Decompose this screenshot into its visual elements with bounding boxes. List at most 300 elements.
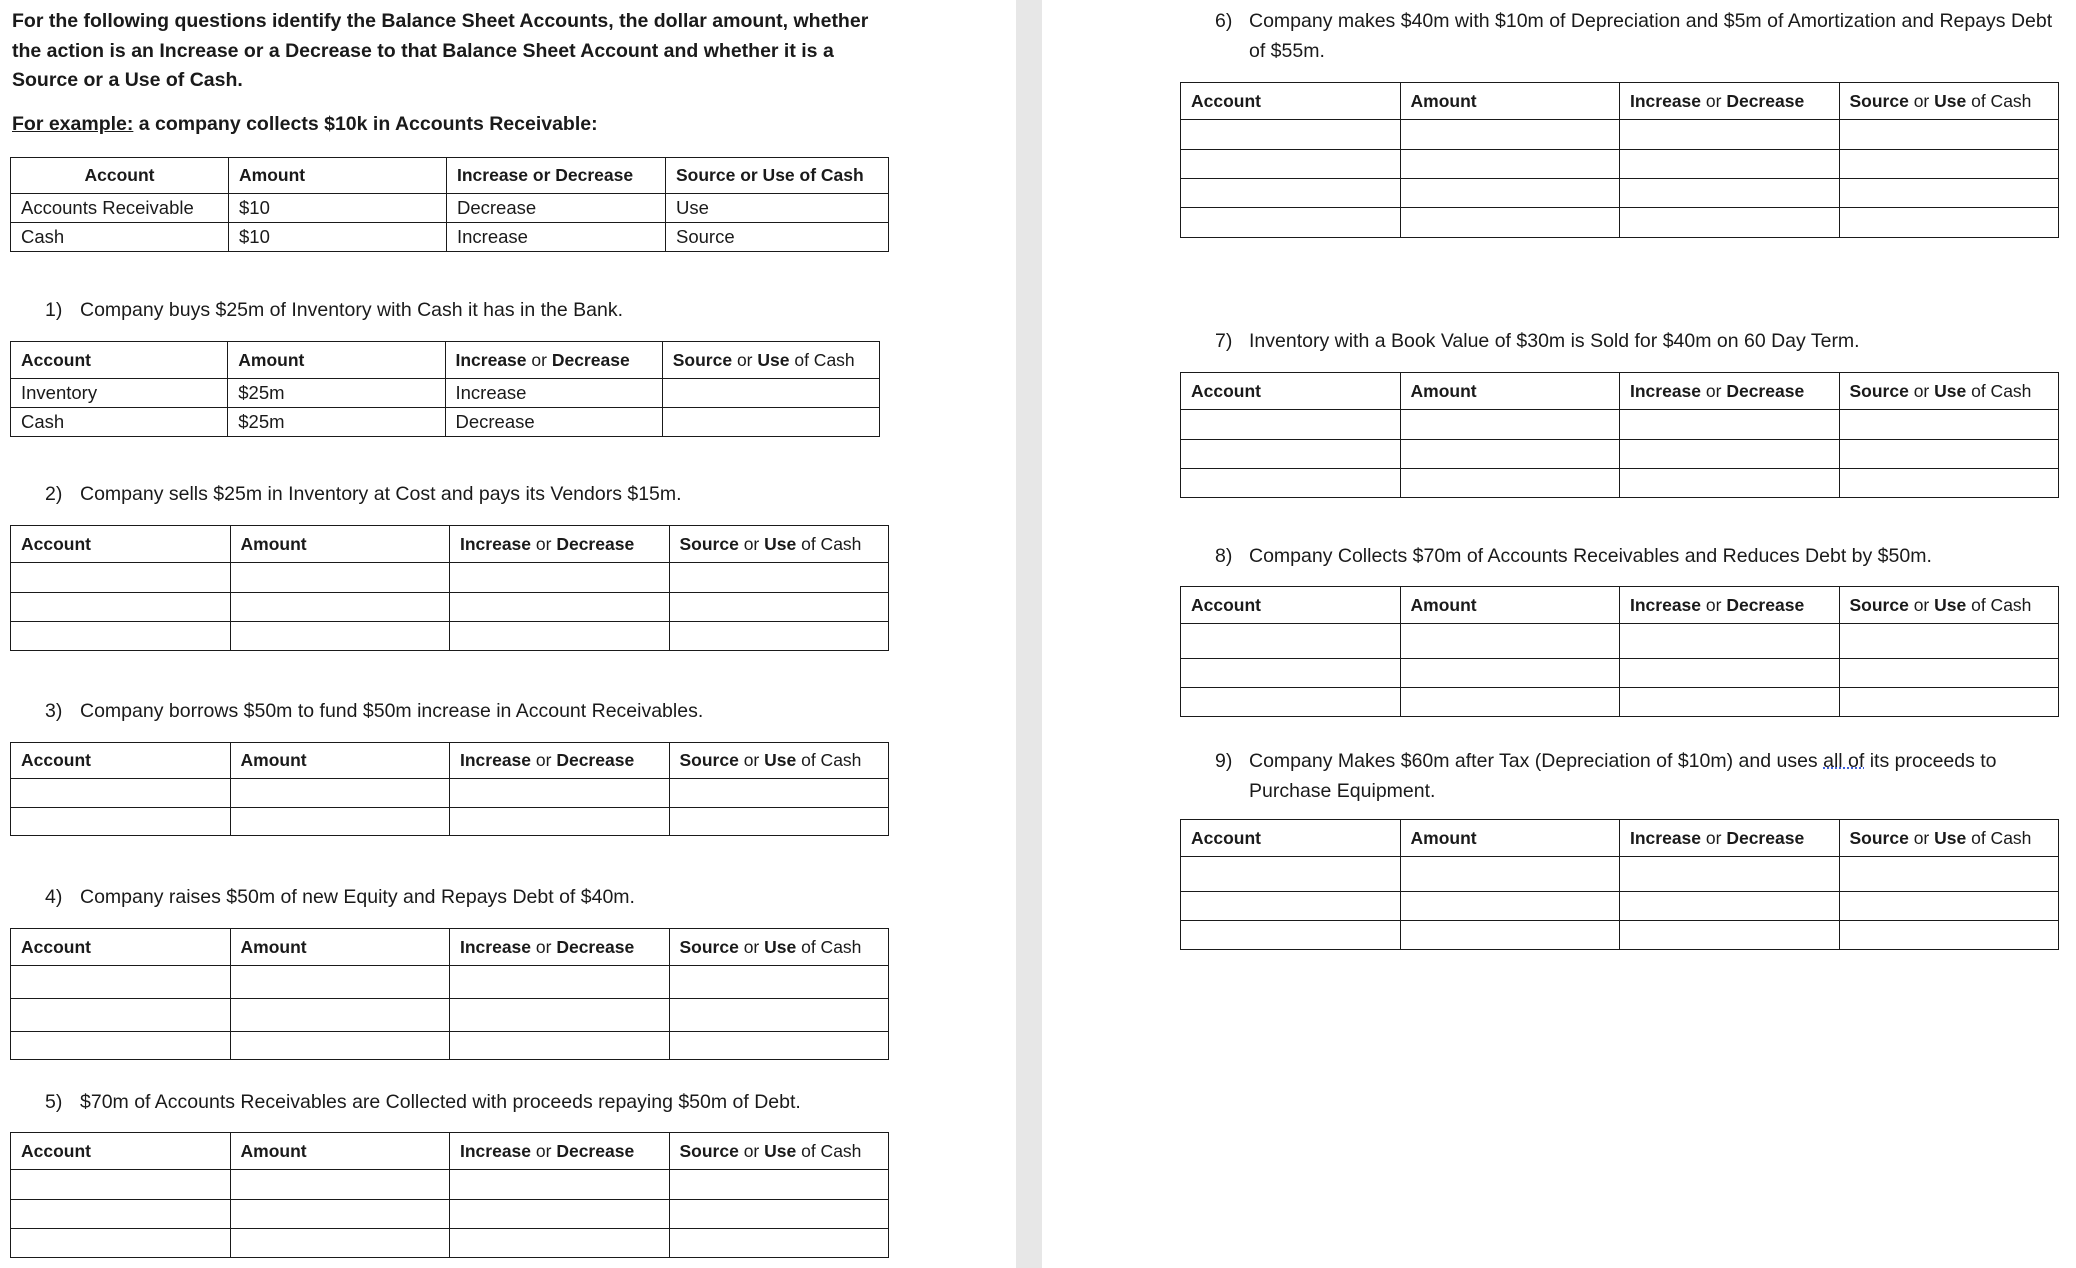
table-row: [1181, 410, 2059, 440]
table-cell[interactable]: [1839, 892, 2059, 921]
header-increase-decrease: [1620, 820, 1840, 857]
table-cell[interactable]: [1400, 659, 1620, 688]
header-label: Source: [1849, 380, 1909, 401]
question-number: 9): [1215, 750, 1233, 772]
table-row: [1181, 659, 2059, 688]
header-label: Use: [757, 349, 790, 370]
header-label: of Cash: [796, 533, 862, 554]
table-cell: Decrease: [447, 194, 666, 223]
header-label: or: [1701, 90, 1727, 111]
header-label: Decrease: [556, 1140, 635, 1161]
table-cell[interactable]: [11, 1170, 231, 1200]
header-account: Account: [11, 158, 229, 194]
header-amount: [230, 1133, 450, 1170]
table-cell[interactable]: [1181, 659, 1401, 688]
table-cell[interactable]: [1839, 688, 2059, 717]
table-cell[interactable]: [450, 1229, 670, 1258]
table-cell[interactable]: [1181, 410, 1401, 440]
header-label: or: [738, 936, 765, 957]
header-label: Amount: [1410, 380, 1477, 401]
header-label: Account: [21, 936, 91, 957]
header-source-use: [669, 743, 889, 779]
table-cell[interactable]: [669, 1229, 889, 1258]
table-cell[interactable]: [230, 1200, 450, 1229]
table-cell[interactable]: [11, 1032, 231, 1060]
header-account: [11, 743, 231, 779]
example-lead: For example:: [12, 113, 134, 135]
table-cell[interactable]: [1839, 120, 2059, 150]
table-cell[interactable]: [230, 999, 450, 1032]
header-label: Use: [764, 533, 797, 554]
header-label: Use: [1934, 827, 1967, 848]
header-amount: [1400, 83, 1620, 120]
question-6: [1215, 7, 2060, 66]
question-number: 1): [45, 299, 63, 321]
table-cell[interactable]: [11, 622, 231, 651]
header-account: [1181, 820, 1401, 857]
header-label: Account: [21, 349, 91, 370]
table-cell[interactable]: [1400, 120, 1620, 150]
table-cell[interactable]: $25m: [228, 408, 445, 437]
table-cell: Cash: [11, 223, 229, 252]
table-row: [11, 1200, 889, 1229]
table-cell[interactable]: [1181, 892, 1401, 921]
table-cell[interactable]: [11, 563, 231, 593]
table-row: [1181, 179, 2059, 208]
header-label: or: [1908, 594, 1935, 615]
proofing-mark: all of: [1823, 750, 1865, 772]
table-cell[interactable]: [1400, 208, 1620, 238]
header-label: of Cash: [1966, 594, 2032, 615]
header-label: Decrease: [1726, 380, 1805, 401]
table-cell[interactable]: [230, 1170, 450, 1200]
table-cell: Accounts Receivable: [11, 194, 229, 223]
question-text: Company makes $40m with $10m of Depreciation and $5m of Amortization and Repays Debt of $55m.: [1249, 10, 2053, 62]
example-text: a company collects $10k in Accounts Receivable:: [133, 113, 598, 135]
header-label: Decrease: [556, 533, 635, 554]
table-cell[interactable]: [1839, 410, 2059, 440]
table-cell[interactable]: [230, 808, 450, 836]
table-cell[interactable]: [11, 779, 231, 808]
table-cell[interactable]: [11, 999, 231, 1032]
table-cell[interactable]: [1620, 688, 1840, 717]
table-cell[interactable]: [450, 966, 670, 999]
table-cell[interactable]: [1181, 921, 1401, 950]
table-cell[interactable]: [662, 408, 879, 437]
table-cell[interactable]: [1839, 624, 2059, 659]
answer-table-6: [1180, 82, 2059, 238]
header-label: or: [531, 936, 557, 957]
table-cell[interactable]: [669, 999, 889, 1032]
question-number: 3): [45, 700, 63, 722]
question-number: 6): [1215, 10, 1233, 32]
example-table: [10, 157, 889, 252]
header-label: Decrease: [556, 750, 635, 770]
table-cell[interactable]: [1839, 208, 2059, 238]
table-cell[interactable]: Inventory: [11, 379, 228, 408]
table-cell[interactable]: [1839, 921, 2059, 950]
question-2: [45, 480, 945, 510]
header-source-use: [669, 929, 889, 966]
header-label: Source: [679, 533, 739, 554]
question-number: 2): [45, 483, 63, 505]
header-label: Amount: [240, 750, 307, 770]
question-text: [1215, 747, 2060, 806]
question-5: [45, 1088, 945, 1118]
table-cell[interactable]: [1181, 150, 1401, 179]
table-cell[interactable]: [669, 1032, 889, 1060]
table-row: [11, 1032, 889, 1060]
header-label: of Cash: [1966, 827, 2032, 848]
table-cell[interactable]: [11, 1229, 231, 1258]
question-8: [1215, 542, 2060, 572]
instructions-text: For the following questions identify the Balance Sheet Accounts, the dollar amount, whether the action is an Increase or a Decrease to that Balance Sheet Account and whether it is a Source or a Use of Cash.: [12, 10, 869, 91]
header-label: Increase: [460, 1140, 532, 1161]
table-cell[interactable]: [1400, 857, 1620, 892]
question-9: [1215, 747, 2060, 806]
table-row: [1181, 120, 2059, 150]
header-label: Source: [679, 1140, 739, 1161]
header-label: Use: [1934, 380, 1967, 401]
table-cell[interactable]: [1620, 921, 1840, 950]
header-source-use: [669, 526, 889, 563]
header-label: Account: [1191, 90, 1261, 111]
header-label: or: [1908, 380, 1935, 401]
table-cell[interactable]: Increase: [445, 379, 662, 408]
table-cell[interactable]: [1839, 659, 2059, 688]
header-increase-decrease: [1620, 373, 1840, 410]
header-account: [1181, 373, 1401, 410]
header-label: Account: [1191, 827, 1261, 848]
header-label: Amount: [1410, 827, 1477, 848]
table-cell: Increase: [447, 223, 666, 252]
header-label: Amount: [1410, 90, 1477, 111]
header-amount: [228, 342, 445, 379]
table-cell[interactable]: [1620, 179, 1840, 208]
header-label: or: [1908, 90, 1935, 111]
question-1: [45, 296, 945, 326]
table-row: [11, 999, 889, 1032]
table-row: [11, 1229, 889, 1258]
question-number: 4): [45, 886, 63, 908]
question-text-part: its proceeds to Purchase Equipment.: [1249, 750, 1997, 802]
header-label: Increase: [1630, 90, 1702, 111]
question-text: Company buys $25m of Inventory with Cash it has in the Bank.: [80, 299, 624, 321]
header-label: Account: [21, 1140, 91, 1161]
header-increase-decrease: [450, 929, 670, 966]
table-cell[interactable]: [1839, 440, 2059, 469]
table-row: [1181, 469, 2059, 498]
table-cell[interactable]: [1839, 469, 2059, 498]
table-row: [1181, 440, 2059, 469]
table-row: [11, 779, 889, 808]
header-label: or: [531, 533, 557, 554]
header-label: Amount: [238, 349, 305, 370]
table-row: [1181, 857, 2059, 892]
table-cell[interactable]: [1181, 624, 1401, 659]
header-label: or: [1908, 827, 1935, 848]
table-cell[interactable]: [230, 563, 450, 593]
table-cell[interactable]: [230, 1229, 450, 1258]
table-cell: Source: [666, 223, 889, 252]
table-cell[interactable]: [1181, 120, 1401, 150]
header-label: Increase: [1630, 380, 1702, 401]
header-label: or: [526, 349, 552, 370]
table-cell[interactable]: [450, 1200, 670, 1229]
header-increase-decrease: [450, 526, 670, 563]
header-label: Increase: [1630, 827, 1702, 848]
header-label: Increase: [460, 750, 532, 770]
question-text: Company borrows $50m to fund $50m increase in Account Receivables.: [80, 700, 704, 722]
header-source-use: [1839, 83, 2059, 120]
question-text: Company sells $25m in Inventory at Cost and pays its Vendors $15m.: [80, 483, 682, 505]
page-gutter: [1016, 0, 1042, 1268]
table-cell[interactable]: [11, 593, 231, 622]
table-cell[interactable]: [1181, 440, 1401, 469]
table-cell[interactable]: [450, 593, 670, 622]
table-cell[interactable]: [669, 966, 889, 999]
table-cell[interactable]: [1181, 208, 1401, 238]
table-cell[interactable]: [1400, 150, 1620, 179]
header-account: [11, 929, 231, 966]
header-account: [1181, 83, 1401, 120]
header-label: Use: [1934, 90, 1967, 111]
header-amount: [230, 929, 450, 966]
table-cell[interactable]: [1620, 624, 1840, 659]
header-label: Increase: [1630, 594, 1702, 615]
header-amount: Amount: [229, 158, 447, 194]
table-row: [1181, 208, 2059, 238]
header-label: of Cash: [1966, 380, 2032, 401]
table-cell[interactable]: [669, 1200, 889, 1229]
table-cell[interactable]: [1620, 659, 1840, 688]
table-row: [1181, 150, 2059, 179]
table-row: [11, 593, 889, 622]
header-account: [11, 526, 231, 563]
table-cell[interactable]: [1620, 120, 1840, 150]
header-increase-decrease: [450, 743, 670, 779]
instructions: [12, 7, 882, 96]
question-7: [1215, 327, 2060, 357]
table-row: [11, 379, 880, 408]
table-cell[interactable]: [1620, 150, 1840, 179]
table-cell[interactable]: [1620, 208, 1840, 238]
header-label: Account: [1191, 380, 1261, 401]
table-cell[interactable]: [1620, 410, 1840, 440]
table-row: [1181, 624, 2059, 659]
header-increase-decrease: [445, 342, 662, 379]
table-cell[interactable]: [1620, 857, 1840, 892]
header-label: Source: [1849, 594, 1909, 615]
header-label: or: [531, 750, 557, 770]
header-account: [1181, 587, 1401, 624]
answer-table-3: [10, 742, 889, 836]
table-cell[interactable]: [1839, 857, 2059, 892]
question-number: 7): [1215, 330, 1233, 352]
question-text-part: Company Makes $60m after Tax (Depreciation of $10m) and uses: [1249, 750, 1824, 772]
header-amount: [1400, 820, 1620, 857]
answer-table-5: [10, 1132, 889, 1258]
header-amount: [230, 526, 450, 563]
table-cell[interactable]: [1400, 410, 1620, 440]
table-cell[interactable]: [1181, 469, 1401, 498]
answer-table-8: [1180, 586, 2059, 717]
table-cell[interactable]: [669, 563, 889, 593]
header-label: or: [732, 349, 758, 370]
table-cell[interactable]: [669, 808, 889, 836]
question-text: $70m of Accounts Receivables are Collected with proceeds repaying $50m of Debt.: [80, 1091, 801, 1113]
header-amount: [1400, 373, 1620, 410]
header-label: Decrease: [556, 936, 635, 957]
table-cell[interactable]: [1400, 179, 1620, 208]
table-cell[interactable]: [662, 379, 879, 408]
answer-table-1: [10, 341, 880, 437]
header-label: Increase: [460, 936, 532, 957]
header-label: Use: [764, 750, 797, 770]
header-label: Increase: [460, 533, 532, 554]
question-number: 8): [1215, 545, 1233, 567]
table-cell[interactable]: [1400, 469, 1620, 498]
header-source-use: [1839, 587, 2059, 624]
header-label: Source: [1849, 827, 1909, 848]
table-row: [11, 408, 880, 437]
question-text: Inventory with a Book Value of $30m is Sold for $40m on 60 Day Term.: [1249, 330, 1860, 352]
table-cell[interactable]: [11, 1200, 231, 1229]
header-source-use: [1839, 373, 2059, 410]
table-cell[interactable]: [230, 966, 450, 999]
header-label: of Cash: [789, 349, 855, 370]
table-cell[interactable]: Decrease: [445, 408, 662, 437]
table-cell[interactable]: [1839, 179, 2059, 208]
table-cell[interactable]: [1400, 921, 1620, 950]
header-label: Decrease: [1726, 594, 1805, 615]
header-increase-decrease: Increase or Decrease: [447, 158, 666, 194]
table-cell[interactable]: [1620, 440, 1840, 469]
table-cell: Use: [666, 194, 889, 223]
table-cell[interactable]: [669, 779, 889, 808]
table-cell[interactable]: [450, 1170, 670, 1200]
question-text: Company raises $50m of new Equity and Repays Debt of $40m.: [80, 886, 635, 908]
answer-table-2: [10, 525, 889, 651]
table-row: [1181, 921, 2059, 950]
table-cell[interactable]: [1400, 440, 1620, 469]
header-label: Decrease: [551, 349, 630, 370]
table-cell[interactable]: [450, 779, 670, 808]
header-label: or: [738, 1140, 765, 1161]
table-cell[interactable]: [450, 999, 670, 1032]
header-account: [11, 342, 228, 379]
header-label: Decrease: [1726, 90, 1805, 111]
answer-table-7: [1180, 372, 2059, 498]
header-label: or: [738, 533, 765, 554]
header-increase-decrease: [450, 1133, 670, 1170]
question-4: [45, 883, 945, 913]
table-cell[interactable]: [669, 622, 889, 651]
table-cell[interactable]: [1839, 150, 2059, 179]
table-cell[interactable]: [669, 593, 889, 622]
header-label: Amount: [1410, 594, 1477, 615]
example-caption: [12, 113, 598, 136]
table-row: [1181, 688, 2059, 717]
header-label: of Cash: [796, 1140, 862, 1161]
answer-table-4: [10, 928, 889, 1060]
table-cell[interactable]: [669, 1170, 889, 1200]
header-label: Account: [21, 533, 91, 554]
header-account: [11, 1133, 231, 1170]
header-increase-decrease: [1620, 83, 1840, 120]
header-label: Decrease: [1726, 827, 1805, 848]
header-source-use: [669, 1133, 889, 1170]
table-cell[interactable]: [450, 622, 670, 651]
header-source-use: [1839, 820, 2059, 857]
header-source-use: [662, 342, 879, 379]
table-cell[interactable]: [1400, 688, 1620, 717]
header-label: Amount: [240, 533, 307, 554]
table-row: [11, 622, 889, 651]
header-label: of Cash: [1966, 90, 2032, 111]
table-cell[interactable]: [450, 1032, 670, 1060]
header-label: or: [1701, 594, 1727, 615]
header-label: Source: [672, 349, 733, 370]
question-text: Company Collects $70m of Accounts Receivables and Reduces Debt by $50m.: [1249, 545, 1932, 567]
header-label: Account: [1191, 594, 1261, 615]
header-source-use: Source or Use of Cash: [666, 158, 889, 194]
table-cell[interactable]: [1620, 892, 1840, 921]
table-cell[interactable]: [230, 779, 450, 808]
table-cell: $10: [229, 194, 447, 223]
table-row: [11, 563, 889, 593]
table-cell[interactable]: [1181, 688, 1401, 717]
question-3: [45, 697, 945, 727]
table-cell[interactable]: $25m: [228, 379, 445, 408]
table-cell[interactable]: [230, 593, 450, 622]
table-row: [1181, 892, 2059, 921]
header-label: Source: [1849, 90, 1909, 111]
header-label: or: [1701, 827, 1727, 848]
table-cell[interactable]: [1181, 857, 1401, 892]
header-label: Account: [21, 750, 91, 770]
header-label: Amount: [240, 1140, 307, 1161]
header-label: Use: [764, 936, 797, 957]
table-cell[interactable]: [1181, 179, 1401, 208]
table-cell[interactable]: [11, 966, 231, 999]
table-cell[interactable]: [1400, 892, 1620, 921]
table-cell[interactable]: [1620, 469, 1840, 498]
answer-table-9: [1180, 819, 2059, 950]
table-cell[interactable]: [230, 622, 450, 651]
table-cell[interactable]: [11, 808, 231, 836]
header-label: Use: [764, 1140, 797, 1161]
header-label: or: [1701, 380, 1727, 401]
table-row: [11, 966, 889, 999]
table-row: [11, 808, 889, 836]
header-label: Source: [679, 936, 739, 957]
table-cell[interactable]: [450, 808, 670, 836]
table-cell[interactable]: [1400, 624, 1620, 659]
header-label: Use: [1934, 594, 1967, 615]
question-number: 5): [45, 1091, 63, 1113]
header-label: of Cash: [796, 750, 862, 770]
table-cell[interactable]: [230, 1032, 450, 1060]
header-amount: [230, 743, 450, 779]
header-label: Increase: [455, 349, 527, 370]
header-label: or: [531, 1140, 557, 1161]
table-cell[interactable]: [450, 563, 670, 593]
header-amount: [1400, 587, 1620, 624]
table-cell[interactable]: Cash: [11, 408, 228, 437]
header-label: Source: [679, 750, 739, 770]
table-row: [11, 1170, 889, 1200]
